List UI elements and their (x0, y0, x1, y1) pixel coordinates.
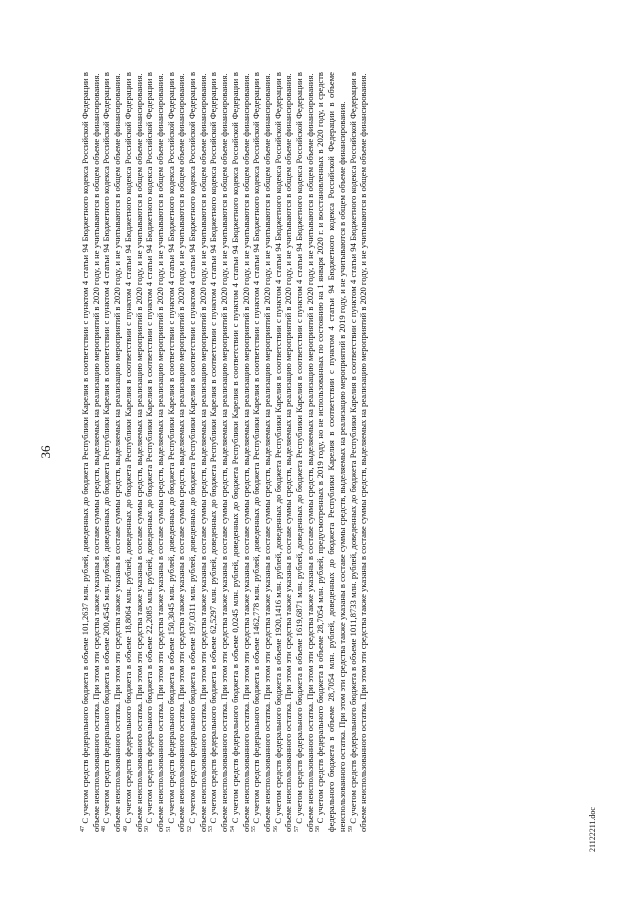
footnote-text: С учетом средств федерального бюджета в объеме 18,8064 млн. рублей, доведенных до бюджета Республики Карелия в соответствии с пунктом 4 статьи 94 Бюджетного кодекса Российской Федерации в объеме неиспользованного остатка. При этом эти средства также указаны в составе суммы средств, выделяемых на реализацию мероприятий в 2020 году, и не учитываются в общем объеме финансирования. (122, 72, 144, 832)
footnote-text: С учетом средств федерального бюджета в объеме 1011,8733 млн. рублей, доведенных до бюджета Республики Карелия в соответствии с пунктом 4 статьи 94 Бюджетного кодекса Российской Федерации в объеме неиспользованного остатка. При этом эти средства также указаны в составе суммы средств, выделяемых на реализацию мероприятий в 2020 году, и не учитываются в общем объеме финансирования. (347, 71, 369, 832)
footnote-mark: 57 (294, 826, 301, 832)
footnote-text: С учетом средств федерального бюджета в объеме 197,0311 млн. рублей, доведенных до бюджета Республики Карелия в соответствии с пунктом 4 статьи 94 Бюджетного кодекса Российской Федерации в объеме неиспользованного остатка. При этом эти средства также указаны в составе суммы средств, выделяемых на реализацию мероприятий в 2020 году, и не учитываются в общем объеме финансирования. (187, 71, 208, 832)
footnote (101, 72, 122, 832)
footnote-mark: 47 (80, 826, 87, 832)
footnotes-list (80, 72, 369, 832)
footnote-mark: 52 (187, 826, 194, 832)
footnote (144, 72, 165, 832)
footnote-mark: 50 (144, 826, 151, 832)
footnote (187, 72, 208, 832)
footnote-mark: 53 (208, 826, 215, 832)
rotated-content (40, 52, 600, 852)
footnote (251, 72, 272, 832)
footnote (208, 72, 229, 832)
footnote-text: С учетом средств федерального бюджета в объеме 0,0245 млн. рублей, доведенных до бюджета Республики Карелия в соответствии с пунктом 4 статьи 94 Бюджетного кодекса Российской Федерации в объеме неиспользованного остатка. При этом эти средства также указаны в составе суммы средств, выделяемых на реализацию мероприятий в 2020 году, и не учитываются в общем объеме финансирования. (229, 72, 251, 832)
footnote (123, 72, 144, 832)
footnote-text: С учетом средств федерального бюджета в объеме 22,2085 млн. рублей, доведенных до бюджета Республики Карелия в соответствии с пунктом 4 статьи 94 Бюджетного кодекса Российской Федерации в объеме неиспользованного остатка. При этом эти средства также указаны в составе суммы средств, выделяемых на реализацию мероприятий в 2020 году, и не учитываются в общем объеме финансирования. (144, 72, 165, 832)
footnote (348, 72, 369, 832)
footnote-mark: 48 (101, 826, 108, 832)
footnote (273, 72, 294, 832)
footnote (230, 72, 251, 832)
footnote-mark: 58 (315, 826, 322, 832)
footnote-text: С учетом средств федерального бюджета в объеме 1920,1416 млн. рублей, доведенных до бюджета Республики Карелия в соответствии с пунктом 4 статьи 94 Бюджетного кодекса Российской Федерации в объеме неиспользованного остатка. При этом эти средства также указаны в составе суммы средств, выделяемых на реализацию мероприятий в 2020 году, и не учитываются в общем объеме финансирования. (272, 72, 294, 832)
footnote (315, 72, 347, 832)
footnote-mark: 51 (165, 826, 172, 832)
footnote-text: С учетом средств федерального бюджета в объеме 1462,778 млн. рублей, доведенных до бюджета Республики Карелия в соответствии с пунктом 4 статьи 94 Бюджетного кодекса Российской Федерации в объеме неиспользованного остатка. При этом эти средства также указаны в составе суммы средств, выделяемых на реализацию мероприятий в 2020 году, и не учитываются в общем объеме финансирования. (251, 72, 272, 832)
footnote-text: С учетом средств федерального бюджета в объеме 150,3045 млн. рублей, доведенных до бюджета Республики Карелия в соответствии с пунктом 4 статьи 94 Бюджетного кодекса Российской Федерации в объеме неиспользованного остатка. При этом эти средства также указаны в составе суммы средств, выделяемых на реализацию мероприятий в 2020 году, и не учитываются в общем объеме финансирования. (165, 72, 187, 832)
footnote (166, 72, 187, 832)
footnote-mark: 49 (122, 826, 129, 832)
footnote-mark: 55 (251, 826, 258, 832)
footnote-mark: 56 (272, 826, 279, 832)
footnote-mark: 54 (229, 826, 236, 832)
footnote (80, 72, 101, 832)
footnote-text: С учетом средств федерального бюджета в объеме 62,5297 млн. рублей, доведенных до бюджета Республики Карелия в соответствии с пунктом 4 статьи 94 Бюджетного кодекса Российской Федерации в объеме неиспользованного остатка. При этом эти средства также указаны в составе суммы средств, выделяемых на реализацию мероприятий в 2020 году, и не учитываются в общем объеме финансирования. (208, 72, 230, 832)
file-name: 21122211.doc (588, 807, 597, 852)
footnote-text: С учетом средств федерального бюджета в объеме 101,2637 млн. рублей, доведенных до бюджета Республики Карелия в соответствии с пунктом 4 статьи 94 Бюджетного кодекса Российской Федерации в объеме неиспользованного остатка. При этом эти средства также указаны в составе суммы средств, выделяемых на реализацию мероприятий в 2020 году, и не учитываются в общем объеме финансирования. (80, 72, 101, 832)
footnote (294, 72, 315, 832)
footnote-mark: 59 (347, 826, 354, 832)
footnote-text: С учетом средств федерального бюджета в объеме 1619,6871 млн. рублей, доведенных до бюджета Республики Карелия в соответствии с пунктом 4 статьи 94 Бюджетного кодекса Российской Федерации в объеме неиспользованного остатка. При этом эти средства также указаны в составе суммы средств, выделяемых на реализацию мероприятий в 2020 году, и не учитываются в общем объеме финансирования. (294, 72, 315, 832)
page-number: 36 (38, 445, 53, 459)
footnote-text: С учетом средств федерального бюджета в объеме 28,7054 млн. рублей, предусмотренных в 2019 году, но не использованных по состоянию на 1 января 2020 г. и восстановленных в 2020 году, и средств федерального бюджета в объеме 28,7054 млн. рублей, доведенных до бюджета Республики Карелия в соответствии с пунктом 4 статьи 94 Бюджетного кодекса Российской Федерации в объеме неиспользованного остатка. При этом эти средства также указаны в составе суммы средств, выделяемых на реализацию мероприятий в 2019 году, и не учитываются в общем объеме финансирования. (315, 72, 347, 832)
footnote-text: С учетом средств федерального бюджета в объеме 200,4545 млн. рублей, доведенных до бюджета Республики Карелия в соответствии с пунктом 4 статьи 94 Бюджетного кодекса Российской Федерации в объеме неиспользованного остатка. При этом эти средства также указаны в составе суммы средств, выделяемых на реализацию мероприятий в 2020 году, и не учитываются в общем объеме финансирования. (101, 72, 123, 832)
